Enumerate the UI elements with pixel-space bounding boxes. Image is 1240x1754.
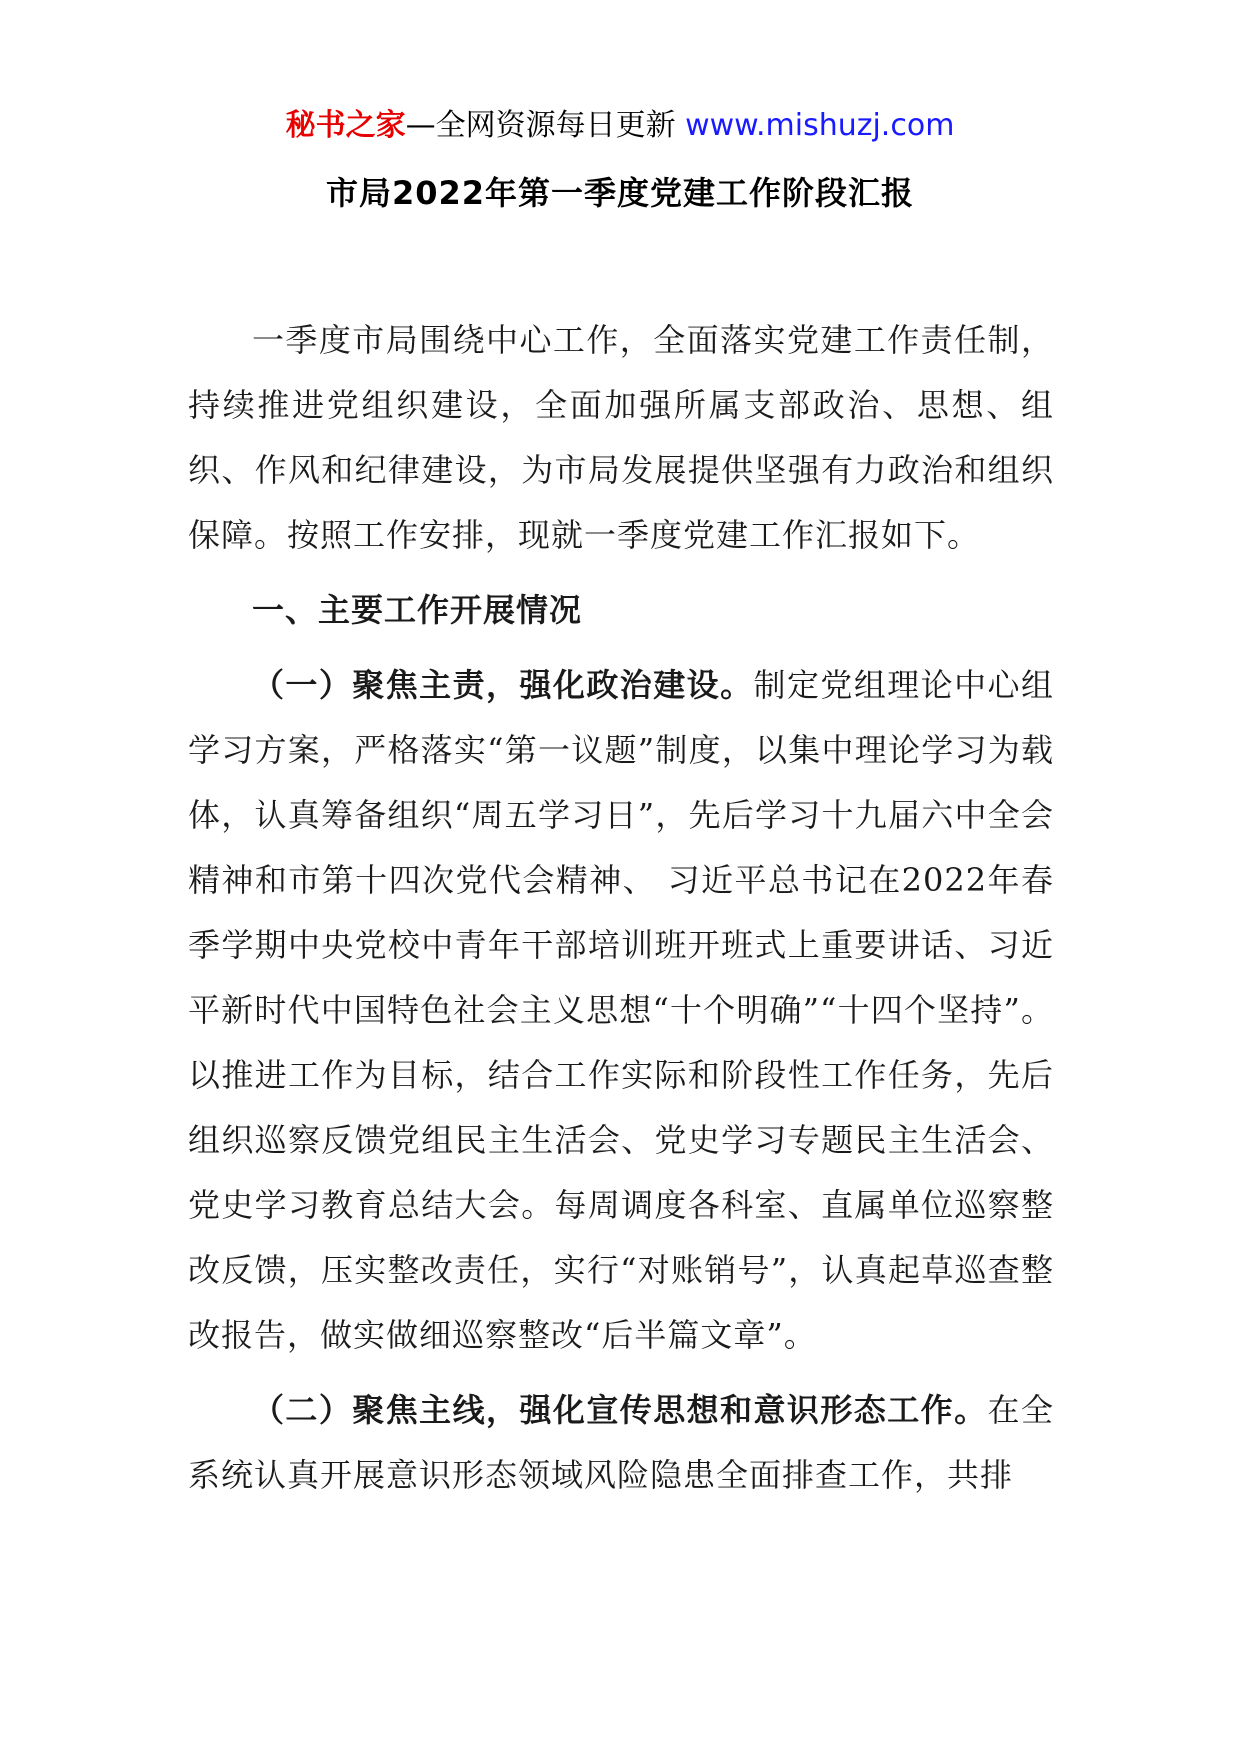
item-text-2: 在全系统认真开展意识形态领域风险隐患全面排查工作，共排	[188, 1391, 1054, 1494]
item-lead-2: （二）聚焦主线，强化宣传思想和意识形态工作。	[252, 1391, 988, 1429]
document-title: 市局2022年第一季度党建工作阶段汇报	[325, 174, 915, 212]
header-slogan: —全网资源每日更新	[405, 108, 676, 143]
site-header	[0, 98, 1240, 154]
intro-paragraph: 一季度市局围绕中心工作，全面落实党建工作责任制，持续推进党组织建设，全面加强所属支部政治、思想、组织、作风和纪律建设，为市局发展提供坚强有力政治和组织保障。按照工作安排，现就一季度党建工作汇报如下。	[188, 321, 1054, 554]
section-heading: 一、主要工作开展情况	[252, 591, 583, 629]
item-text-1: 制定党组理论中心组学习方案，严格落实“第一议题”制度，以集中理论学习为载体，认真筹备组织“周五学习日”，先后学习十九届六中全会精神和市第十四次党代会精神、 习近平总书记在2022年春季学期中央党校中青年干部培训班开班式上重要讲话、习近平新时代中国特色社会主义思想“十个明确”“十四个坚持”。以推进工作为目标，结合工作实际和阶段性工作任务，先后组织巡察反馈党组民主生活会、党史学习专题民主生活会、党史学习教育总结大会。每周调度各科室、直属单位巡察整改反馈，压实整改责任，实行“对账销号”，认真起草巡查整改报告，做实做细巡察整改“后半篇文章”。	[188, 666, 1054, 1354]
brand-name: 秘书之家	[285, 108, 406, 143]
item-lead-1: （一）聚焦主责，强化政治建设。	[252, 666, 754, 704]
site-url[interactable]: www.mishuzj.com	[675, 108, 955, 143]
document-body	[188, 308, 1054, 1508]
item-paragraph-1	[188, 653, 1054, 1368]
item-paragraph-2	[188, 1378, 1054, 1508]
